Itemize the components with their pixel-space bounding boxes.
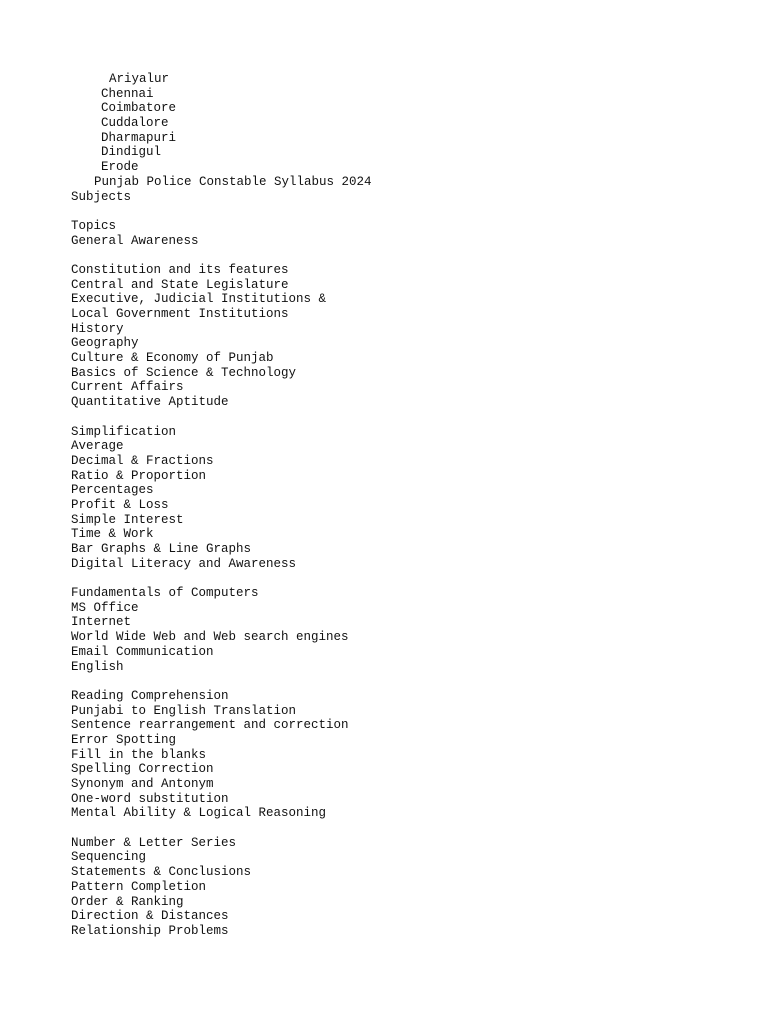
district-item: Chennai	[101, 86, 154, 101]
topic-item: Simple Interest	[71, 512, 184, 527]
topic-item: Number & Letter Series	[71, 835, 237, 850]
topic-item: Relationship Problems	[71, 923, 229, 938]
page-title: Punjab Police Constable Syllabus 2024	[94, 174, 372, 189]
topic-item: Local Government Institutions	[71, 307, 289, 321]
topics-header: Topics	[71, 218, 117, 233]
topic-item: Basics of Science & Technology	[71, 365, 297, 380]
topic-item: Internet	[71, 615, 132, 630]
topic-item: Simplification	[71, 424, 177, 439]
topic-item: Current Affairs	[71, 380, 184, 395]
topic-item: Profit & Loss	[71, 497, 169, 512]
blank-line	[71, 204, 372, 219]
blank-line	[71, 571, 372, 586]
topic-item: One-word substitution	[71, 791, 229, 806]
topic-item: Sentence rearrangement and correction	[71, 718, 349, 733]
subject-heading: Digital Literacy and Awareness	[71, 556, 297, 571]
topic-item: Error Spotting	[71, 732, 177, 747]
topic-item: Geography	[71, 336, 139, 351]
syllabus-document	[71, 72, 372, 939]
topic-item: Synonym and Antonym	[71, 777, 214, 791]
blank-line	[71, 248, 372, 263]
subjects-header: Subjects	[71, 189, 132, 204]
topic-item: Time & Work	[71, 527, 154, 542]
district-item: Dharmapuri	[101, 130, 177, 145]
topic-item: Email Communication	[71, 644, 214, 659]
subject-heading: English	[71, 659, 124, 674]
topic-item: Constitution and its features	[71, 262, 289, 277]
topic-item: Bar Graphs & Line Graphs	[71, 542, 252, 556]
subject-heading: General Awareness	[71, 233, 199, 248]
blank-line	[71, 410, 372, 425]
topic-item: History	[71, 321, 124, 336]
blank-line	[71, 674, 372, 689]
topic-item: Fill in the blanks	[71, 747, 207, 762]
topic-item: Reading Comprehension	[71, 688, 229, 703]
topic-item: Direction & Distances	[71, 909, 229, 924]
district-item: Coimbatore	[101, 101, 177, 116]
subject-heading: Mental Ability & Logical Reasoning	[71, 806, 327, 821]
topic-item: Fundamentals of Computers	[71, 586, 259, 601]
topic-item: Executive, Judicial Institutions &	[71, 292, 327, 307]
topic-item: Culture & Economy of Punjab	[71, 351, 274, 366]
topic-item: Order & Ranking	[71, 894, 184, 909]
topic-item: Sequencing	[71, 850, 147, 865]
topic-item: Spelling Correction	[71, 762, 214, 777]
topic-item: Percentages	[71, 483, 154, 498]
topic-item: Average	[71, 439, 124, 454]
blank-line	[71, 821, 372, 836]
district-item: Dindigul	[101, 145, 162, 160]
topic-item: Punjabi to English Translation	[71, 703, 297, 718]
topic-item: Decimal & Fractions	[71, 453, 214, 468]
topic-item: World Wide Web and Web search engines	[71, 630, 349, 645]
subject-heading: Quantitative Aptitude	[71, 395, 229, 410]
district-item: Ariyalur	[109, 72, 170, 86]
district-item: Cuddalore	[101, 116, 169, 131]
topic-item: MS Office	[71, 600, 139, 615]
topic-item: Central and State Legislature	[71, 277, 289, 292]
topic-item: Statements & Conclusions	[71, 865, 252, 880]
topic-item: Pattern Completion	[71, 879, 207, 894]
district-item: Erode	[101, 160, 139, 175]
topic-item: Ratio & Proportion	[71, 468, 207, 483]
